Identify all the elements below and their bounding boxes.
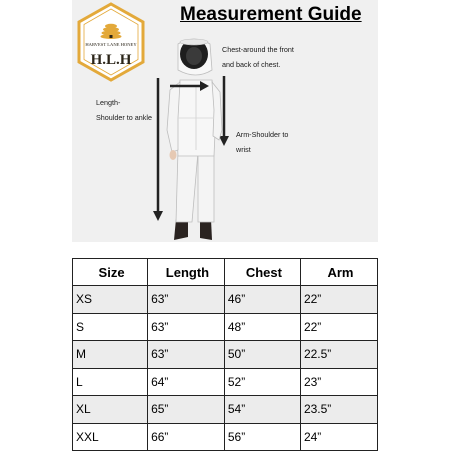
cell-chest: 54” (224, 396, 300, 424)
logo-monogram: H.L.H (90, 52, 132, 68)
cell-length: 63” (148, 313, 225, 341)
arm-annotation-line: wrist (236, 145, 251, 154)
cell-size: L (73, 368, 148, 396)
table-row (73, 313, 378, 341)
cell-length: 63” (148, 286, 225, 314)
cell-size: XL (73, 396, 148, 424)
cell-length: 64” (148, 368, 225, 396)
cell-arm: 23” (300, 368, 377, 396)
cell-size: M (73, 341, 148, 369)
chest-annotation-line: and back of chest. (222, 60, 281, 69)
length-annotation-line: Length- (96, 98, 121, 107)
cell-arm: 22.5” (300, 341, 377, 369)
cell-chest: 50” (224, 341, 300, 369)
length-arrow (153, 78, 163, 221)
cell-arm: 22” (300, 313, 377, 341)
page-title: Measurement Guide (180, 4, 362, 25)
table-header-row (73, 259, 378, 286)
arm-annotation (236, 127, 288, 157)
size-table (72, 258, 378, 451)
cell-arm: 24” (300, 423, 377, 451)
chest-annotation (222, 42, 294, 72)
header-chest: Chest (224, 259, 300, 286)
logo-brand-text: HARVEST LANE HONEY (85, 42, 137, 47)
table-row (73, 341, 378, 369)
table-row (73, 396, 378, 424)
cell-length: 66” (148, 423, 225, 451)
cell-size: XXL (73, 423, 148, 451)
table-row (73, 286, 378, 314)
chest-annotation-line: Chest-around the front (222, 45, 294, 54)
cell-arm: 23.5” (300, 396, 377, 424)
header-arm: Arm (300, 259, 377, 286)
arm-annotation-line: Arm-Shoulder to (236, 130, 289, 139)
table-row (73, 423, 378, 451)
cell-chest: 52” (224, 368, 300, 396)
cell-chest: 46” (224, 286, 300, 314)
cell-chest: 56” (224, 423, 300, 451)
table-row (73, 368, 378, 396)
header-size: Size (73, 259, 148, 286)
cell-length: 65” (148, 396, 225, 424)
cell-arm: 22” (300, 286, 377, 314)
cell-size: S (73, 313, 148, 341)
length-annotation-line: Shoulder to ankle (96, 113, 152, 122)
cell-chest: 48” (224, 313, 300, 341)
header-length: Length (148, 259, 225, 286)
bee-suit-illustration (167, 39, 222, 240)
length-annotation (96, 95, 152, 125)
cell-size: XS (73, 286, 148, 314)
cell-length: 63” (148, 341, 225, 369)
